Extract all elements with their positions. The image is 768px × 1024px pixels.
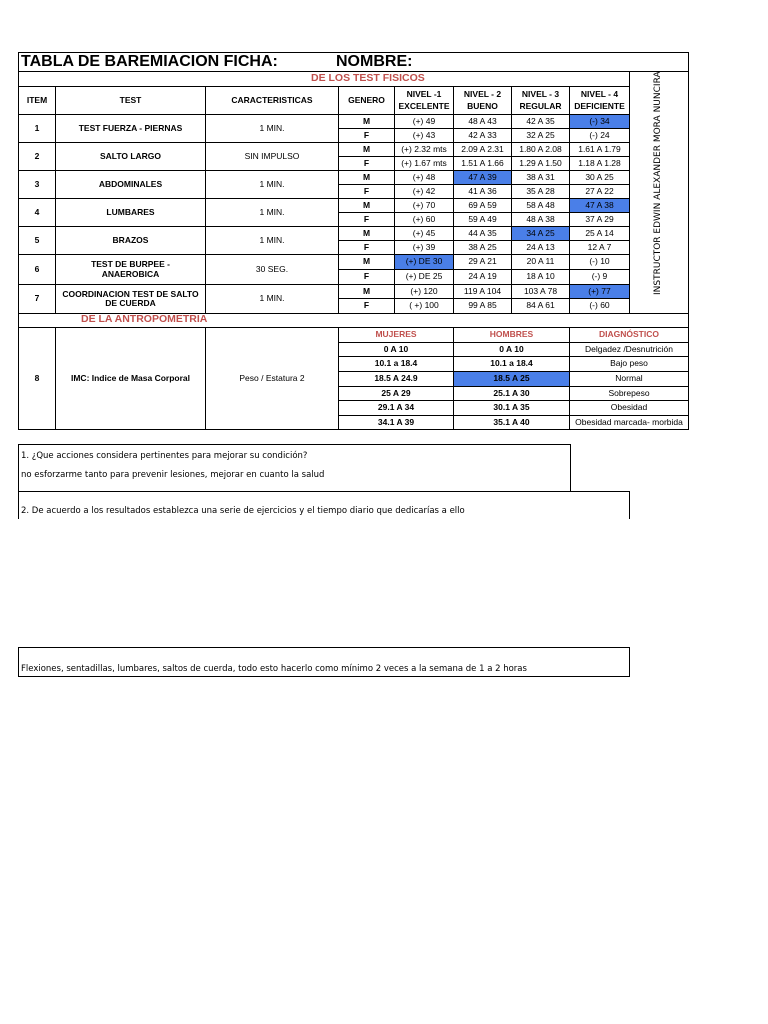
value-cell: 38 A 25 <box>453 240 512 255</box>
imc-name: IMC: Indice de Masa Corporal <box>55 327 206 430</box>
gender-m: M <box>338 284 395 299</box>
value-cell: (+) 1.67 mts <box>394 156 454 171</box>
test-name-6: TEST DE BURPEE - ANAEROBICA <box>55 254 206 285</box>
value-cell: 25 A 14 <box>569 226 630 241</box>
test-car-5: 1 MIN. <box>205 226 339 255</box>
value-cell: (+) 120 <box>394 284 454 299</box>
test-item-3: 3 <box>18 170 56 199</box>
test-name-7: COORDINACION TEST DE SALTO DE CUERDA <box>55 284 206 314</box>
value-cell: 18 A 10 <box>511 269 570 285</box>
value-cell: ( +) 100 <box>394 298 454 314</box>
gender-m: M <box>338 198 395 213</box>
value-cell: 1.29 A 1.50 <box>511 156 570 171</box>
test-name-2: SALTO LARGO <box>55 142 206 171</box>
col-caracteristicas: CARACTERISTICAS <box>205 86 339 115</box>
imc-header-mujeres: MUJERES <box>338 327 454 343</box>
test-car-3: 1 MIN. <box>205 170 339 199</box>
test-name-1: TEST FUERZA - PIERNAS <box>55 114 206 143</box>
imc-header-diagnostico: DIAGNÓSTICO <box>569 327 689 343</box>
test-car-7: 1 MIN. <box>205 284 339 314</box>
value-cell: 48 A 38 <box>511 212 570 227</box>
instructor-label: INSTRUCTOR EDWIN ALEXANDER MORA NUNCIRA <box>653 71 663 295</box>
col-test: TEST <box>55 86 206 115</box>
value-cell: (+) 48 <box>394 170 454 185</box>
value-cell: 44 A 35 <box>453 226 512 241</box>
value-cell: (-) 60 <box>569 298 630 314</box>
value-cell: 84 A 61 <box>511 298 570 314</box>
imc-diag-cell: Obesidad marcada- morbida <box>569 415 689 430</box>
question-2: 2. De acuerdo a los resultados establezca una serie de ejercicios y el tiempo diario que dedicarías a ello <box>21 506 465 516</box>
gender-f: F <box>338 212 395 227</box>
imc-mujeres-cell: 34.1 A 39 <box>338 415 454 430</box>
value-cell: 12 A 7 <box>569 240 630 255</box>
gender-f: F <box>338 240 395 255</box>
imc-hombres-cell: 10.1 a 18.4 <box>453 356 570 372</box>
imc-car: Peso / Estatura 2 <box>205 327 339 430</box>
answer-1: no esforzarme tanto para prevenir lesiones, mejorar en cuanto la salud <box>21 470 325 480</box>
value-cell-selected: (+) 77 <box>569 284 630 299</box>
col-item: ITEM <box>18 86 56 115</box>
value-cell: 69 A 59 <box>453 198 512 213</box>
nivel2-label: NIVEL - 2 <box>463 88 502 99</box>
nombre-label: NOMBRE: <box>336 53 413 70</box>
value-cell: 30 A 25 <box>569 170 630 185</box>
value-cell-selected: (+) DE 30 <box>394 254 454 270</box>
gender-m: M <box>338 114 395 129</box>
imc-diag-cell: Sobrepeso <box>569 386 689 401</box>
value-cell: 27 A 22 <box>569 184 630 199</box>
nivel3-label: NIVEL - 3 <box>521 88 560 99</box>
value-cell: 41 A 36 <box>453 184 512 199</box>
value-cell: 1.61 A 1.79 <box>569 142 630 157</box>
value-cell: 1.80 A 2.08 <box>511 142 570 157</box>
imc-mujeres-cell: 29.1 A 34 <box>338 400 454 416</box>
nivel1-label: NIVEL -1 <box>406 88 442 99</box>
value-cell: (+) 43 <box>394 128 454 143</box>
value-cell-selected: (-) 34 <box>569 114 630 129</box>
value-cell: 99 A 85 <box>453 298 512 314</box>
imc-diag-cell: Delgadez /Desnutrición <box>569 342 689 357</box>
imc-item: 8 <box>18 327 56 430</box>
gender-m: M <box>338 170 395 185</box>
imc-mujeres-cell: 25 A 29 <box>338 386 454 401</box>
value-cell: 1.18 A 1.28 <box>569 156 630 171</box>
value-cell: (-) 24 <box>569 128 630 143</box>
value-cell: 20 A 11 <box>511 254 570 270</box>
value-cell: (+) 45 <box>394 226 454 241</box>
col-nivel3 <box>511 86 570 115</box>
test-item-4: 4 <box>18 198 56 227</box>
gender-f: F <box>338 269 395 285</box>
col-nivel4 <box>569 86 630 115</box>
value-cell: (+) 2.32 mts <box>394 142 454 157</box>
value-cell: 29 A 21 <box>453 254 512 270</box>
imc-diag-cell: Obesidad <box>569 400 689 416</box>
test-item-2: 2 <box>18 142 56 171</box>
value-cell: 1.51 A 1.66 <box>453 156 512 171</box>
value-cell: (+) 70 <box>394 198 454 213</box>
value-cell-selected: 47 A 39 <box>453 170 512 185</box>
value-cell: 103 A 78 <box>511 284 570 299</box>
test-name-4: LUMBARES <box>55 198 206 227</box>
page-title: TABLA DE BAREMIACION FICHA: <box>21 53 278 70</box>
value-cell: 2.09 A 2.31 <box>453 142 512 157</box>
value-cell-selected: 34 A 25 <box>511 226 570 241</box>
value-cell: 42 A 33 <box>453 128 512 143</box>
imc-mujeres-cell: 10.1 a 18.4 <box>338 356 454 372</box>
value-cell: 37 A 29 <box>569 212 630 227</box>
test-car-1: 1 MIN. <box>205 114 339 143</box>
value-cell: (+) 42 <box>394 184 454 199</box>
value-cell: (+) 49 <box>394 114 454 129</box>
imc-hombres-cell: 30.1 A 35 <box>453 400 570 416</box>
value-cell: (+) 39 <box>394 240 454 255</box>
value-cell: 119 A 104 <box>453 284 512 299</box>
gender-m: M <box>338 226 395 241</box>
value-cell: 35 A 28 <box>511 184 570 199</box>
test-car-6: 30 SEG. <box>205 254 339 285</box>
value-cell: (-) 9 <box>569 269 630 285</box>
value-cell: 48 A 43 <box>453 114 512 129</box>
nivel4-sub: DEFICIENTE <box>574 101 625 111</box>
test-item-1: 1 <box>18 114 56 143</box>
imc-mujeres-cell: 0 A 10 <box>338 342 454 357</box>
imc-hombres-cell: 35.1 A 40 <box>453 415 570 430</box>
nivel1-sub: EXCELENTE <box>398 101 450 111</box>
test-name-5: BRAZOS <box>55 226 206 255</box>
nivel4-label: NIVEL - 4 <box>580 88 619 99</box>
col-nivel1 <box>394 86 454 115</box>
gender-f: F <box>338 128 395 143</box>
imc-hombres-cell: 25.1 A 30 <box>453 386 570 401</box>
imc-hombres-cell: 0 A 10 <box>453 342 570 357</box>
value-cell: 42 A 35 <box>511 114 570 129</box>
nivel2-sub: BUENO <box>467 101 498 111</box>
value-cell: 38 A 31 <box>511 170 570 185</box>
answer-2: Flexiones, sentadillas, lumbares, saltos de cuerda, todo esto hacerlo como mínimo 2 veces a la semana de 1 a 2 horas <box>21 664 527 674</box>
test-car-2: SIN IMPULSO <box>205 142 339 171</box>
gender-m: M <box>338 254 395 270</box>
value-cell: (+) 60 <box>394 212 454 227</box>
test-car-4: 1 MIN. <box>205 198 339 227</box>
col-genero: GENERO <box>338 86 395 115</box>
imc-mujeres-cell: 18.5 A 24.9 <box>338 371 454 387</box>
gender-f: F <box>338 298 395 314</box>
gender-f: F <box>338 184 395 199</box>
imc-hombres-cell-selected: 18.5 A 25 <box>453 371 570 387</box>
value-cell: 24 A 19 <box>453 269 512 285</box>
value-cell: (-) 10 <box>569 254 630 270</box>
imc-diag-cell: Bajo peso <box>569 356 689 372</box>
imc-header-hombres: HOMBRES <box>453 327 570 343</box>
question-1: 1. ¿Que acciones considera pertinentes para mejorar su condición? <box>21 451 308 461</box>
col-nivel2 <box>453 86 512 115</box>
test-name-3: ABDOMINALES <box>55 170 206 199</box>
value-cell: 58 A 48 <box>511 198 570 213</box>
nivel3-sub: REGULAR <box>519 101 562 111</box>
section-fisicos: DE LOS TEST FISICOS <box>311 72 425 84</box>
gender-m: M <box>338 142 395 157</box>
test-item-6: 6 <box>18 254 56 285</box>
value-cell: 32 A 25 <box>511 128 570 143</box>
imc-diag-cell: Normal <box>569 371 689 387</box>
test-item-5: 5 <box>18 226 56 255</box>
value-cell: 24 A 13 <box>511 240 570 255</box>
value-cell: 59 A 49 <box>453 212 512 227</box>
gender-f: F <box>338 156 395 171</box>
section-antropometria: DE LA ANTROPOMETRIA <box>81 313 208 325</box>
value-cell-selected: 47 A 38 <box>569 198 630 213</box>
test-item-7: 7 <box>18 284 56 314</box>
value-cell: (+) DE 25 <box>394 269 454 285</box>
